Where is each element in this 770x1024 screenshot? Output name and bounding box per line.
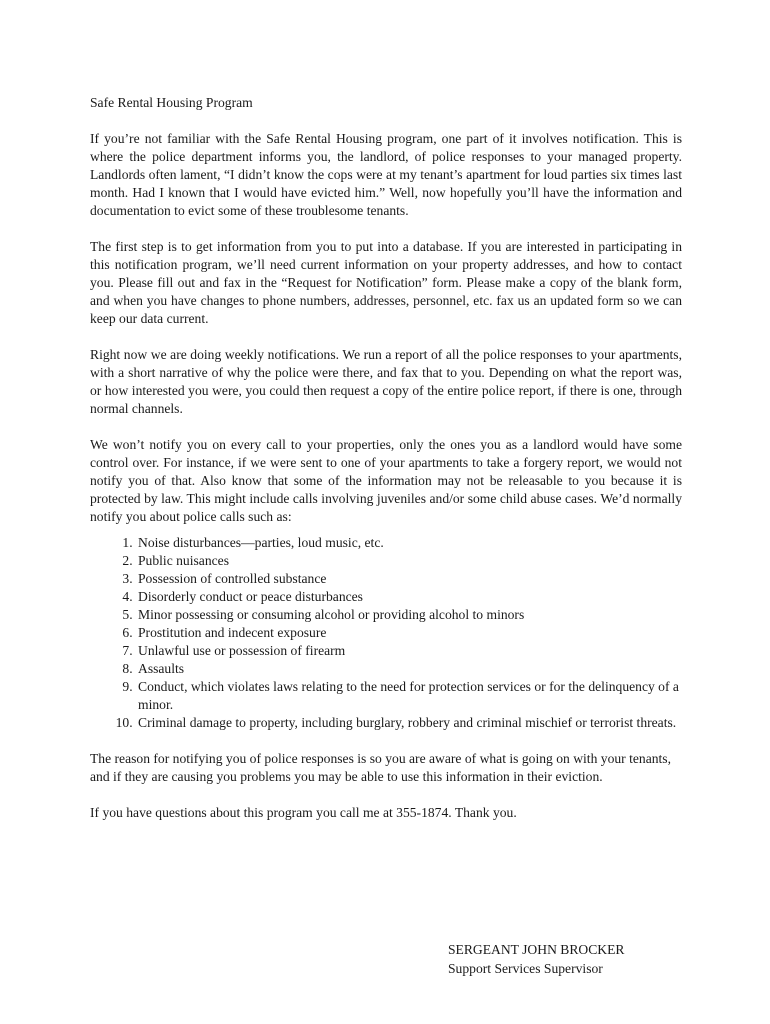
letter-body	[90, 94, 682, 840]
signature-block	[448, 940, 625, 978]
paragraph-notification-scope: We won’t notify you on every call to your properties, only the ones you as a landlord would have some control over. For instance, if we were sent to one of your apartments to take a forgery report, we would not notify you of that. Also know that some of the information may not be releasable to you because it is protected by law. This might include calls involving juveniles and/or some child abuse cases. We’d normally notify you about police calls such as:	[90, 437, 682, 524]
signature-title: Support Services Supervisor	[448, 961, 603, 976]
list-item: 3. Possession of controlled substance	[136, 570, 682, 588]
list-item: 4. Disorderly conduct or peace disturbances	[136, 588, 682, 606]
police-call-list	[90, 534, 682, 732]
signature-name: SERGEANT JOHN BROCKER	[448, 942, 625, 957]
paragraph-intro: If you’re not familiar with the Safe Rental Housing program, one part of it involves notification. This is where the police department informs you, the landlord, of police responses to your managed property. Landlords often lament, “I didn’t know the cops were at my tenant’s apartment for loud parties six times last month. Had I known that I would have evicted him.” Well, now hopefully you’ll have the information and documentation to evict some of these troublesome tenants.	[90, 131, 682, 218]
list-item: 10. Criminal damage to property, including burglary, robbery and criminal mischief or terrorist threats.	[136, 714, 682, 732]
list-item: 8. Assaults	[136, 660, 682, 678]
paragraph-weekly-notifications: Right now we are doing weekly notifications. We run a report of all the police responses to your apartments, with a short narrative of why the police were there, and fax that to you. Depending on what the report was, or how interested you were, you could then request a copy of the entire police report, if there is one, through normal channels.	[90, 347, 682, 416]
letter-heading: Safe Rental Housing Program	[90, 95, 253, 110]
list-item: 1. Noise disturbances—parties, loud music, etc.	[136, 534, 682, 552]
paragraph-reason: The reason for notifying you of police responses is so you are aware of what is going on with your tenants, and if they are causing you problems you may be able to use this information in their eviction.	[90, 751, 672, 784]
list-item: 6. Prostitution and indecent exposure	[136, 624, 682, 642]
list-item: 9. Conduct, which violates laws relating to the need for protection services or for the delinquency of a minor.	[136, 678, 682, 714]
paragraph-database: The first step is to get information from you to put into a database. If you are interested in participating in this notification program, we’ll need current information on your property addresses, and how to contact you. Please fill out and fax in the “Request for Notification” form. Please make a copy of the blank form, and when you have changes to phone numbers, addresses, personnel, etc. fax us an updated form so we can keep our data current.	[90, 239, 682, 326]
list-item: 7. Unlawful use or possession of firearm	[136, 642, 682, 660]
paragraph-contact: If you have questions about this program you call me at 355-1874. Thank you.	[90, 805, 517, 820]
list-item: 5. Minor possessing or consuming alcohol or providing alcohol to minors	[136, 606, 682, 624]
list-item: 2. Public nuisances	[136, 552, 682, 570]
